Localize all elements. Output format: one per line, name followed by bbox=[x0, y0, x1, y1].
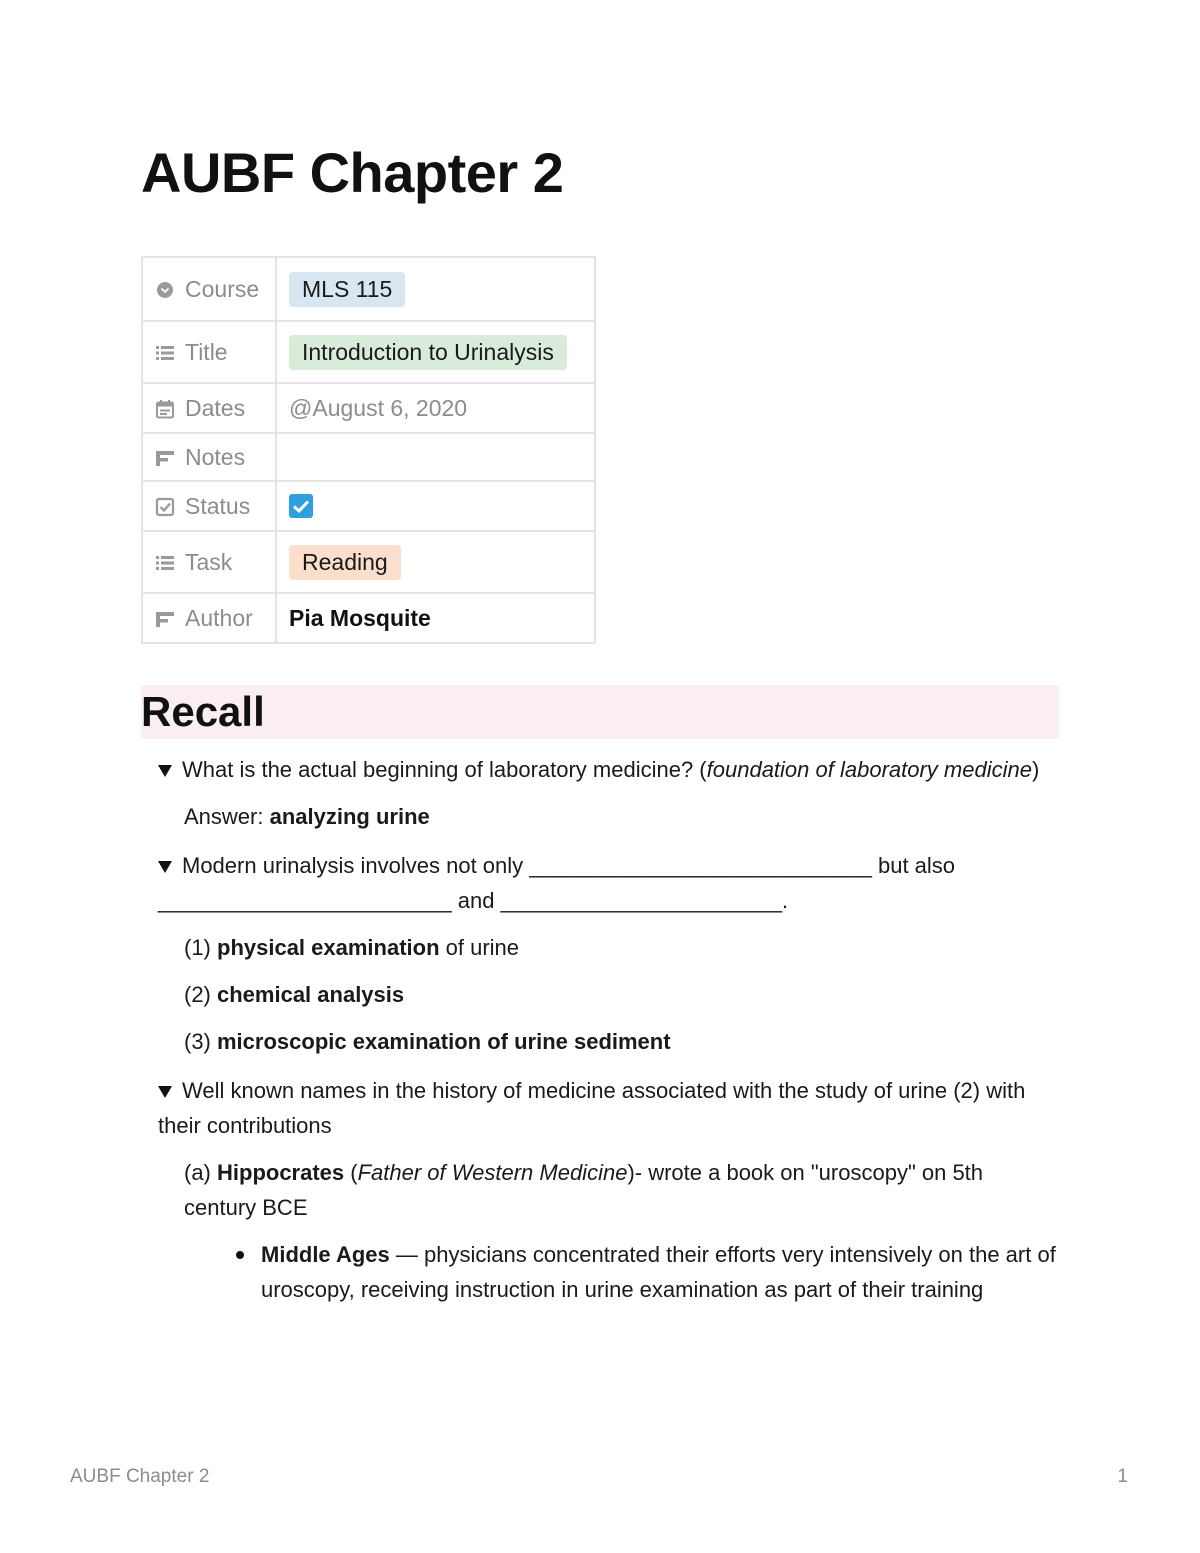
course-tag[interactable]: MLS 115 bbox=[289, 272, 405, 307]
question-text: Well known names in the history of medicine associated with the study of urine (2) with their contributions bbox=[158, 1078, 1026, 1138]
property-key-task bbox=[142, 531, 276, 593]
task-tag[interactable]: Reading bbox=[289, 545, 401, 580]
item-italic: Father of Western Medicine bbox=[357, 1160, 628, 1185]
property-row-notes bbox=[142, 433, 595, 481]
property-value-course[interactable] bbox=[276, 257, 595, 321]
property-key-author bbox=[142, 593, 276, 643]
properties-table bbox=[141, 256, 596, 644]
title-tag[interactable]: Introduction to Urinalysis bbox=[289, 335, 567, 370]
recall-content bbox=[158, 752, 1058, 1307]
status-checkbox[interactable] bbox=[289, 494, 313, 518]
property-value-dates[interactable] bbox=[276, 383, 595, 433]
property-value-author[interactable] bbox=[276, 593, 595, 643]
answer-label: Answer: bbox=[184, 804, 270, 829]
answer-line bbox=[158, 799, 1058, 834]
item-prefix: (1) bbox=[184, 935, 217, 960]
item-bold: physical examination bbox=[217, 935, 440, 960]
answer-value: analyzing urine bbox=[269, 804, 430, 829]
property-key-title bbox=[142, 321, 276, 383]
toggle-triangle-icon[interactable] bbox=[158, 764, 172, 778]
property-label: Course bbox=[185, 275, 260, 302]
item-prefix: (3) bbox=[184, 1029, 217, 1054]
toggle-triangle-icon[interactable] bbox=[158, 1085, 172, 1099]
page-number: 1 bbox=[1117, 1466, 1128, 1487]
checkbox-icon bbox=[155, 497, 175, 517]
property-label: Title bbox=[185, 338, 228, 365]
question-text: Modern urinalysis involves not only ____________________________ but also ________________________ and _______________________. bbox=[158, 853, 956, 913]
list-item bbox=[158, 1024, 1058, 1059]
property-value-title[interactable] bbox=[276, 321, 595, 383]
text-icon bbox=[155, 448, 175, 468]
item-bold: microscopic examination of urine sediment bbox=[217, 1029, 671, 1054]
property-label: Dates bbox=[185, 394, 246, 421]
checkmark-icon bbox=[289, 494, 313, 518]
property-key-status bbox=[142, 481, 276, 531]
item-rest: of urine bbox=[439, 935, 520, 960]
bullet-rest: — physicians concentrated their efforts very intensively on the art of uroscopy, receiving instruction in urine examination as part of their training bbox=[261, 1242, 1056, 1302]
property-value-task[interactable] bbox=[276, 531, 595, 593]
toggle-question[interactable] bbox=[158, 848, 1058, 918]
property-value-notes[interactable] bbox=[276, 433, 595, 481]
property-key-notes bbox=[142, 433, 276, 481]
property-label: Status bbox=[185, 492, 251, 519]
page-title: AUBF Chapter 2 bbox=[141, 141, 564, 204]
list-icon bbox=[155, 553, 175, 573]
bullet-bold: Middle Ages bbox=[261, 1242, 390, 1267]
property-label: Notes bbox=[185, 443, 246, 470]
list-item bbox=[158, 930, 1058, 965]
property-key-course bbox=[142, 257, 276, 321]
property-value-status bbox=[276, 481, 595, 531]
item-bold: Hippocrates bbox=[217, 1160, 345, 1185]
footer-title: AUBF Chapter 2 bbox=[70, 1466, 210, 1487]
question-italic: foundation of laboratory medicine bbox=[706, 757, 1032, 782]
property-label: Task bbox=[185, 548, 233, 575]
bullet-item bbox=[158, 1237, 1058, 1307]
item-prefix: (2) bbox=[184, 982, 217, 1007]
toggle-triangle-icon[interactable] bbox=[158, 860, 172, 874]
item-bold: chemical analysis bbox=[217, 982, 405, 1007]
property-label: Author bbox=[185, 604, 253, 631]
item-prefix: (a) bbox=[184, 1160, 217, 1185]
property-row-title bbox=[142, 321, 595, 383]
property-row-dates bbox=[142, 383, 595, 433]
list-icon bbox=[155, 343, 175, 363]
sub-item bbox=[158, 1155, 1058, 1225]
toggle-question[interactable] bbox=[158, 1073, 1058, 1143]
item-open: ( bbox=[344, 1160, 358, 1185]
author-value[interactable]: Pia Mosquite bbox=[289, 604, 431, 631]
property-row-author bbox=[142, 593, 595, 643]
text-icon bbox=[155, 609, 175, 629]
property-row-course bbox=[142, 257, 595, 321]
calendar-icon bbox=[155, 399, 175, 419]
question-end: ) bbox=[1031, 757, 1040, 782]
question-text: What is the actual beginning of laboratory medicine? ( bbox=[182, 757, 707, 782]
item-rest: )- wrote a book on "uroscopy" on 5th century BCE bbox=[184, 1160, 984, 1220]
toggle-question[interactable] bbox=[158, 752, 1058, 787]
circle-select-icon bbox=[155, 280, 175, 300]
bullet-list bbox=[158, 1237, 1058, 1307]
property-row-status bbox=[142, 481, 595, 531]
property-row-task bbox=[142, 531, 595, 593]
date-value[interactable]: @August 6, 2020 bbox=[289, 394, 468, 421]
section-heading-recall: Recall bbox=[141, 685, 1059, 739]
list-item bbox=[158, 977, 1058, 1012]
property-key-dates bbox=[142, 383, 276, 433]
